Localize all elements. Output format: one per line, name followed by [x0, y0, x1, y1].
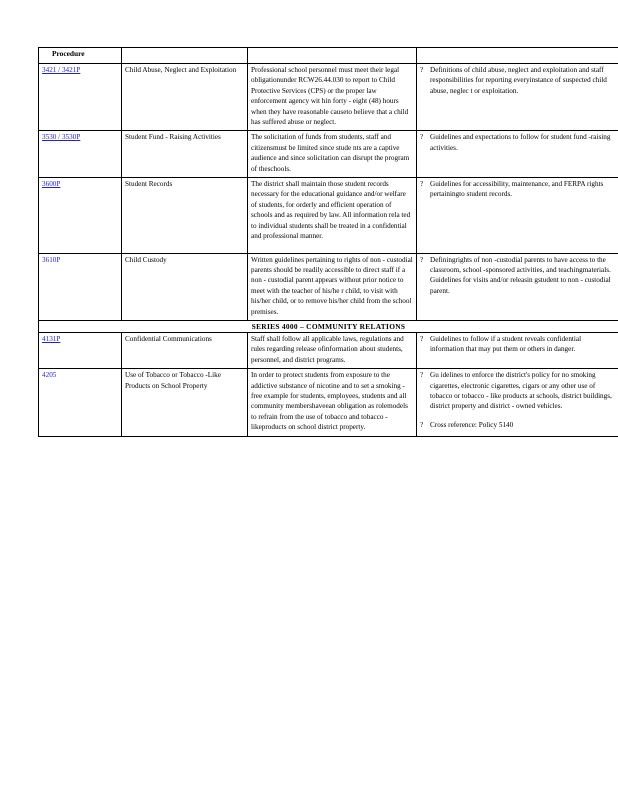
table-row	[39, 178, 618, 253]
cross-reference-note: Cross reference: Policy 5140	[430, 420, 514, 429]
bullet-icon: ?	[420, 66, 424, 74]
procedure-note: Definitions of child abuse, neglect and exploitation and staff responsibilities for reporting everyinstance of suspected child abuse, neglec t or exploitation.	[430, 66, 607, 95]
table-header-row	[39, 48, 618, 64]
policy-code-link[interactable]: 3530 / 3530P	[42, 133, 81, 142]
policy-table	[38, 47, 618, 437]
table-row	[39, 332, 618, 368]
policy-title: Confidential Communications	[125, 334, 212, 343]
procedure-note: Guidelines for accessibility, maintenance, and FERPA rights pertainingto student records.	[430, 180, 604, 199]
list-item	[420, 255, 615, 297]
list-item	[420, 179, 615, 200]
procedure-header: Procedure	[52, 49, 85, 58]
list-item	[420, 420, 615, 430]
list-item	[420, 370, 615, 412]
policy-code-link[interactable]: 4131P	[42, 334, 61, 343]
table-row	[39, 253, 618, 320]
policy-description: The district shall maintain those student records necessary for the educational guidance and/or welfare of students, for orderly and efficient operation of schools and as required by law. All information rela ted to individual students shall be treated in a confidential and professional manner.	[251, 180, 411, 241]
procedure-note: Guidelines and expectations to follow for student fund -raising activities.	[430, 133, 611, 152]
bullet-icon: ?	[420, 180, 424, 189]
bullet-icon: ?	[420, 371, 424, 380]
table-row	[39, 131, 618, 178]
policy-title: Student Fund - Raising Activities	[125, 133, 221, 142]
bullet-icon: ?	[420, 133, 424, 142]
policy-description: Staff shall follow all applicable laws, regulations and rules regarding release ofinformation about students, personnel, and district programs.	[251, 334, 404, 364]
bullet-icon: ?	[420, 334, 424, 343]
series-heading-row	[39, 320, 618, 332]
series-heading: SERIES 4000 – COMMUNITY RELATIONS	[39, 320, 618, 332]
procedure-note: Gu idelines to enforce the district's policy for no smoking cigarettes, electronic cigarettes, cigars or any other use of tobacco or tobacco - like products at schools, district buildings, district property and district - owned vehicles.	[430, 371, 612, 411]
policy-title: Child Abuse, Neglect and Exploitation	[125, 66, 237, 74]
policy-description: Professional school personnel must meet their legal obligationunder RCW26.44.030 to report to Child Protective Services (CPS) or the proper law enforcement agency wit hin forty - eight (48) hours when they have reasonable causeto believe that a child has suffered abuse or neglect.	[251, 66, 409, 127]
list-item	[420, 65, 615, 96]
policy-code-link[interactable]: 3600P	[42, 180, 61, 189]
policy-description: Written guidelines pertaining to rights of non - custodial parents should be readily accessible to direct staff if a non - custodial parent appears without prior notice to meet with the teacher of his/he r child, to visit with his/her child, or to remove his/her child from the school premises.	[251, 255, 413, 316]
policy-description: In order to protect students from exposure to the addictive substance of nicotine and to set a smoking - free example for students, employees, students and all community membershaveean obligation as rolemodels to refrain from the use of tobacco and tobacco - likeproducts on school district property.	[251, 371, 408, 432]
bullet-icon: ?	[420, 420, 424, 429]
policy-code: 3610P	[42, 255, 61, 264]
list-item	[420, 334, 615, 355]
policy-title: Use of Tobacco or Tobacco -Like Products on School Property	[125, 371, 221, 390]
policy-title: Student Records	[125, 180, 173, 189]
bullet-icon: ?	[420, 255, 424, 264]
procedure-note: Guidelines to follow if a student reveals confidential information that may put them or others in danger.	[430, 334, 582, 354]
table-row	[39, 369, 618, 436]
policy-code-link[interactable]: 3421 / 3421P	[42, 66, 81, 74]
policy-code: 4205	[42, 371, 57, 380]
list-item	[420, 132, 615, 153]
procedure-note: Definingrights of non -custodial parents to have access to the classroom, school -sponsored activities, and teachingmaterials. Guidelines for visits and/or releasin gstudent to non - custodial parent.	[430, 255, 611, 295]
table-row	[39, 64, 618, 131]
policy-description: The solicitation of funds from students, staff and citizensmust be limited since stude nts are a captive audience and since solicitation can disrupt the program of theschools.	[251, 133, 410, 173]
policy-title: Child Custody	[125, 255, 167, 264]
